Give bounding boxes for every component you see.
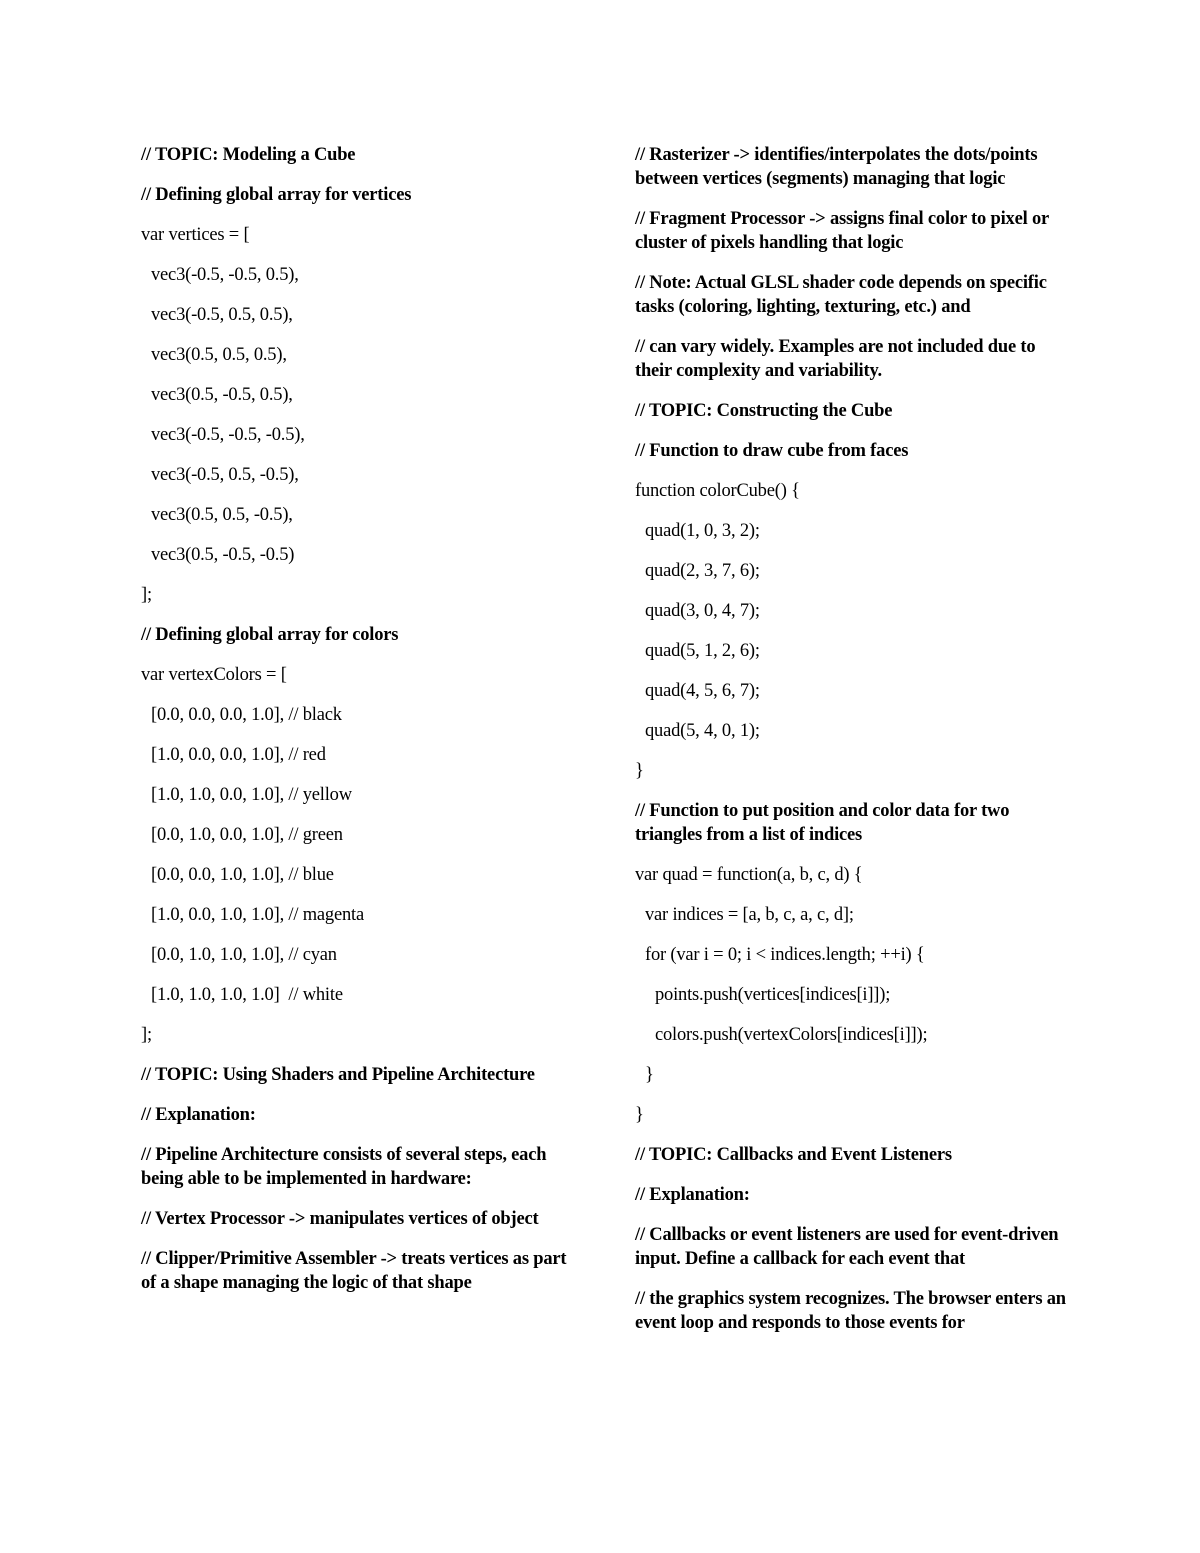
comment-line: // Defining global array for vertices: [141, 185, 412, 205]
code-line: var indices = [a, b, c, a, c, d];: [645, 905, 854, 925]
comment-line: // Callbacks or event listeners are used for event-driven input. Define a callback for each event that: [635, 1225, 1063, 1269]
comment-line: // Function to put position and color data for two triangles from a list of indices: [635, 801, 1014, 845]
code-line: vec3(0.5, 0.5, -0.5),: [151, 505, 293, 525]
code-line: var vertices = [: [141, 225, 250, 245]
comment-line: // Explanation:: [141, 1105, 256, 1125]
code-line: vec3(0.5, -0.5, -0.5): [151, 545, 295, 565]
comment-line: // Clipper/Primitive Assembler -> treats vertices as part of a shape managing the logic of that shape: [141, 1249, 571, 1293]
comment-line: // Explanation:: [635, 1185, 750, 1205]
comment-line: // TOPIC: Callbacks and Event Listeners: [635, 1145, 952, 1165]
code-line: vec3(-0.5, -0.5, -0.5),: [151, 425, 305, 445]
comment-line: // Rasterizer -> identifies/interpolates the dots/points between vertices (segments) managing that logic: [635, 145, 1042, 189]
code-line: vec3(-0.5, 0.5, -0.5),: [151, 465, 299, 485]
code-line: }: [645, 1065, 654, 1085]
comment-line: // Pipeline Architecture consists of several steps, each being able to be implemented in hardware:: [141, 1145, 551, 1189]
comment-line: // Note: Actual GLSL shader code depends on specific tasks (coloring, lighting, texturing, etc.) and: [635, 273, 1052, 317]
comment-line: // Fragment Processor -> assigns final color to pixel or cluster of pixels handling that logic: [635, 209, 1054, 253]
code-line: [0.0, 0.0, 0.0, 1.0], // black: [151, 705, 342, 725]
code-line: }: [635, 761, 644, 781]
code-line: vec3(0.5, -0.5, 0.5),: [151, 385, 293, 405]
code-line: [1.0, 0.0, 0.0, 1.0], // red: [151, 745, 326, 765]
code-line: quad(2, 3, 7, 6);: [645, 561, 760, 581]
code-line: var quad = function(a, b, c, d) {: [635, 865, 863, 885]
comment-line: // TOPIC: Constructing the Cube: [635, 401, 893, 421]
code-line: vec3(0.5, 0.5, 0.5),: [151, 345, 287, 365]
comment-line: // Defining global array for colors: [141, 625, 399, 645]
code-line: quad(1, 0, 3, 2);: [645, 521, 760, 541]
code-line: [1.0, 1.0, 1.0, 1.0] // white: [151, 985, 343, 1005]
code-line: quad(5, 1, 2, 6);: [645, 641, 760, 661]
code-line: for (var i = 0; i < indices.length; ++i) {: [645, 945, 925, 965]
comment-line: // TOPIC: Modeling a Cube: [141, 145, 356, 165]
comment-line: // Function to draw cube from faces: [635, 441, 909, 461]
code-line: vec3(-0.5, -0.5, 0.5),: [151, 265, 299, 285]
code-line: ];: [141, 1025, 152, 1045]
code-line: [1.0, 0.0, 1.0, 1.0], // magenta: [151, 905, 364, 925]
left-column: [141, 143, 581, 1311]
comment-line: // TOPIC: Using Shaders and Pipeline Architecture: [141, 1065, 535, 1085]
comment-line: // Vertex Processor -> manipulates vertices of object: [141, 1209, 539, 1229]
code-line: function colorCube() {: [635, 481, 800, 501]
comment-line: // the graphics system recognizes. The browser enters an event loop and responds to those events for: [635, 1289, 1071, 1333]
code-line: quad(4, 5, 6, 7);: [645, 681, 760, 701]
code-line: colors.push(vertexColors[indices[i]]);: [655, 1025, 928, 1045]
right-column: [635, 143, 1075, 1351]
code-line: var vertexColors = [: [141, 665, 287, 685]
code-line: [0.0, 1.0, 0.0, 1.0], // green: [151, 825, 343, 845]
code-line: vec3(-0.5, 0.5, 0.5),: [151, 305, 293, 325]
code-line: }: [635, 1105, 644, 1125]
code-line: [0.0, 0.0, 1.0, 1.0], // blue: [151, 865, 334, 885]
code-line: ];: [141, 585, 152, 605]
code-line: quad(5, 4, 0, 1);: [645, 721, 760, 741]
code-line: points.push(vertices[indices[i]]);: [655, 985, 891, 1005]
code-line: [1.0, 1.0, 0.0, 1.0], // yellow: [151, 785, 352, 805]
code-line: quad(3, 0, 4, 7);: [645, 601, 760, 621]
code-line: [0.0, 1.0, 1.0, 1.0], // cyan: [151, 945, 337, 965]
comment-line: // can vary widely. Examples are not included due to their complexity and variability.: [635, 337, 1040, 381]
